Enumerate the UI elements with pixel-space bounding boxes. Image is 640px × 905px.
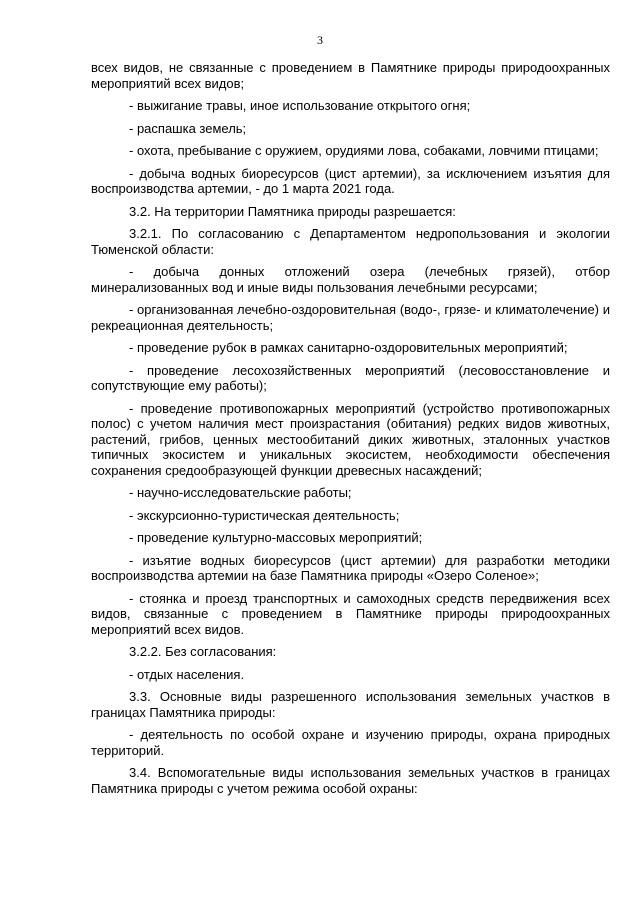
page-number: 3 bbox=[317, 33, 323, 47]
paragraph: - проведение лесохозяйственных мероприятий (лесовосстановление и сопутствующие ему работы); bbox=[91, 362, 610, 393]
paragraph: - организованная лечебно-оздоровительная (водо-, грязе- и климатолечение) и рекреационная деятельность; bbox=[91, 302, 610, 333]
paragraph: - проведение противопожарных мероприятий (устройство противопожарных полос) с учетом наличия мест произрастания (обитания) редких видов животных, растений, грибов, ценных местообитаний диких животных, эталонных участков типичных экосистем и уникальных экосистем, необходимости обеспечения сохранения средообразующей функции древесных насаждений; bbox=[91, 400, 610, 478]
paragraph: - распашка земель; bbox=[129, 120, 247, 136]
paragraph: - отдых населения. bbox=[129, 666, 245, 682]
paragraph: - проведение культурно-массовых мероприятий; bbox=[129, 530, 423, 545]
paragraph: - научно-исследовательские работы; bbox=[129, 485, 352, 500]
paragraph: - стоянка и проезд транспортных и самоходных средств передвижения всех видов, связанные с проведением в Памятнике природы природоохранных мероприятий всех видов. bbox=[91, 590, 610, 637]
paragraph: - экскурсионно-туристическая деятельность; bbox=[129, 507, 400, 523]
section-heading: 3.3. Основные виды разрешенного использования земельных участков в границах Памятника природы: bbox=[91, 689, 610, 720]
paragraph: - деятельность по особой охране и изучению природы, охрана природных территорий. bbox=[91, 727, 610, 758]
paragraph: - проведение рубок в рамках санитарно-оздоровительных мероприятий; bbox=[129, 340, 568, 355]
paragraph: - добыча водных биоресурсов (цист артемии), за исключением изъятия для воспроизводства артемии, - до 1 марта 2021 года. bbox=[91, 165, 610, 196]
section-heading: 3.4. Вспомогательные виды использования земельных участков в границах Памятника природы с учетом режима особой охраны: bbox=[91, 765, 610, 796]
paragraph: - изъятие водных биоресурсов (цист артемии) для разработки методики воспроизводства артемии на базе Памятника природы «Озеро Соленое»; bbox=[91, 552, 610, 583]
paragraph: всех видов, не связанные с проведением в Памятнике природы природоохранных мероприятий всех видов; bbox=[91, 60, 610, 91]
paragraph: - добыча донных отложений озера (лечебных грязей), отбор минерализованных вод и иные виды пользования лечебными ресурсами; bbox=[91, 264, 610, 295]
paragraph: - охота, пребывание с оружием, орудиями лова, собаками, ловчими птицами; bbox=[129, 143, 599, 158]
paragraph: - выжигание травы, иное использование открытого огня; bbox=[129, 98, 471, 113]
subsection-heading: 3.2.1. По согласованию с Департаментом недропользования и экологии Тюменской области: bbox=[91, 226, 610, 257]
document-body bbox=[91, 60, 610, 803]
section-heading: 3.2. На территории Памятника природы разрешается: bbox=[129, 203, 456, 219]
subsection-heading: 3.2.2. Без согласования: bbox=[129, 644, 277, 659]
